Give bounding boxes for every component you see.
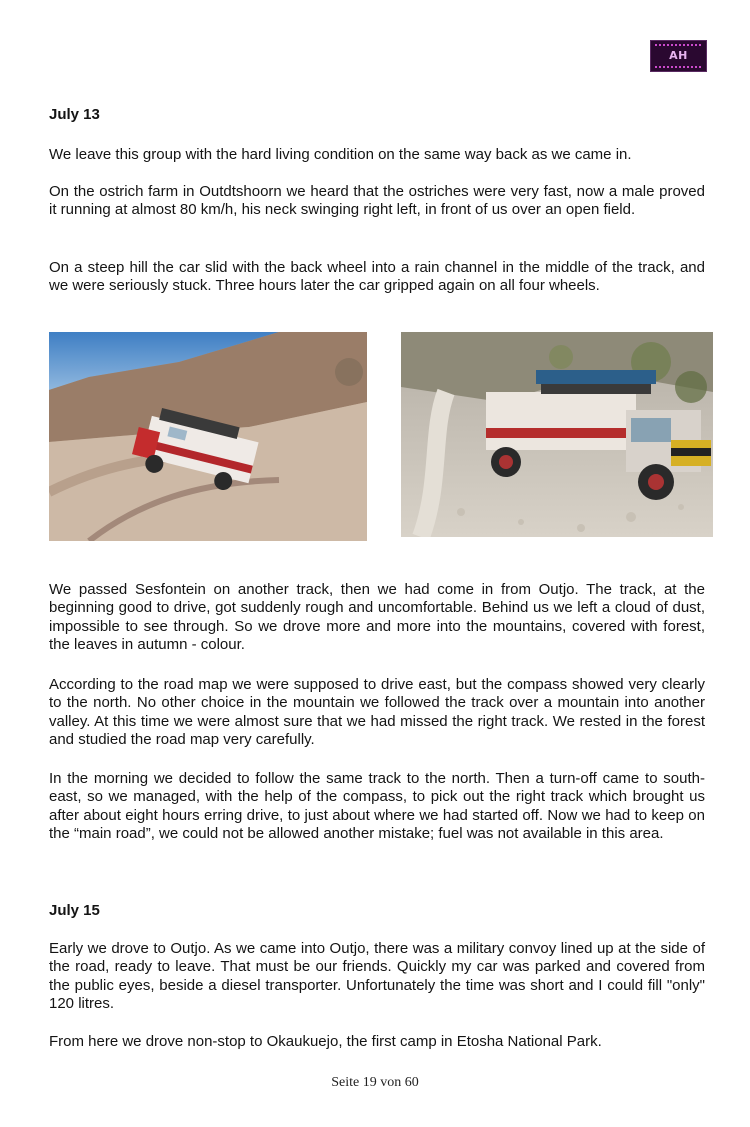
date-heading-july-15: July 15: [49, 902, 100, 919]
page-number: Seite 19 von 60: [331, 1075, 419, 1090]
date-heading-july-13: July 13: [49, 106, 100, 123]
photo-car-on-rocky-track: [401, 332, 713, 537]
logo-border-top: [654, 44, 703, 46]
paragraph: We passed Sesfontein on another track, then we had come in from Outjo. The track, at the beginning good to drive, got suddenly rough and uncomfortable. Behind us we left a cloud of dust, impossible to see through. So we drove more and more into the mountains, covered with forest, the leaves in autumn - colour.: [49, 581, 705, 654]
paragraph: According to the road map we were supposed to drive east, but the compass showed very clearly to the north. No other choice in the mountain we followed the track over a mountain into another valley. At this time we were almost sure that we had missed the right track. We rested in the forest and studied the road map very carefully.: [49, 676, 705, 749]
paragraph: In the morning we decided to follow the same track to the north. Then a turn-off came to south-east, so we managed, with the help of the compass, to pick out the right track which brought us after about eight hours erring drive, to just about where we had started off. Now we had to keep on the “main road”, we could not be allowed another mistake; fuel was not available in this area.: [49, 770, 705, 843]
paragraph: On a steep hill the car slid with the back wheel into a rain channel in the middle of the track, and we were seriously stuck. Three hours later the car gripped again on all four wheels.: [49, 259, 705, 295]
logo: [650, 40, 707, 72]
paragraph: Early we drove to Outjo. As we came into Outjo, there was a military convoy lined up at the side of the road, ready to leave. That must be our friends. Quickly my car was parked and covered from the public eyes, beside a diesel transporter. Unfortunately the time was short and I could fill "only" 120 litres.: [49, 940, 705, 1013]
paragraph: We leave this group with the hard living condition on the same way back as we came in.: [49, 146, 632, 163]
logo-text: AH: [669, 49, 688, 62]
paragraph: From here we drove non-stop to Okaukuejo, the first camp in Etosha National Park.: [49, 1033, 602, 1050]
logo-border-bottom: [654, 66, 703, 68]
paragraph: On the ostrich farm in Outdtshoorn we heard that the ostriches were very fast, now a male proved it running at almost 80 km/h, his neck swinging right left, in front of us over an open field.: [49, 183, 705, 219]
photo-car-stuck-on-hill: [49, 332, 367, 541]
